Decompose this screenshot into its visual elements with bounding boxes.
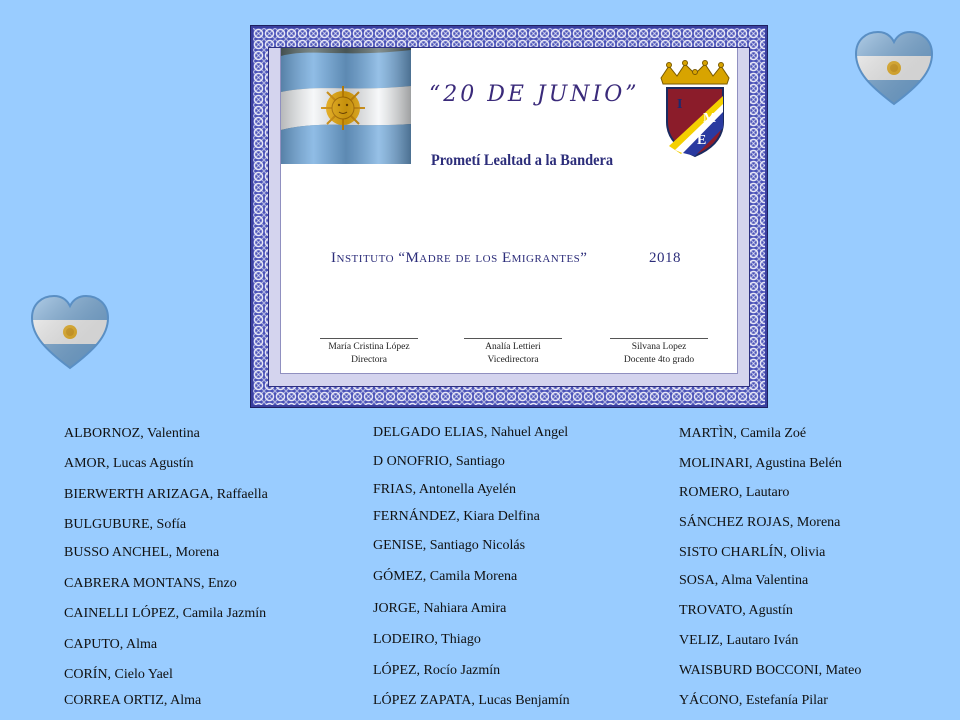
student-name: FERNÁNDEZ, Kiara Delfina (373, 509, 540, 524)
student-name: AMOR, Lucas Agustín (64, 456, 194, 471)
signature-vicedirectora (453, 338, 573, 367)
student-name: BULGUBURE, Sofía (64, 517, 187, 532)
student-name: CABRERA MONTANS, Enzo (64, 576, 237, 591)
student-name: SÁNCHEZ ROJAS, Morena (679, 515, 841, 530)
student-name: JORGE, Nahiara Amira (373, 601, 507, 616)
student-name: MOLINARI, Agustina Belén (679, 456, 842, 471)
student-name: YÁCONO, Estefanía Pilar (679, 693, 828, 708)
argentina-flag-icon (281, 48, 411, 164)
student-name: CORÍN, Cielo Yael (64, 667, 173, 682)
certificate-year: 2018 (649, 250, 681, 266)
student-name: GENISE, Santiago Nicolás (373, 538, 526, 553)
student-name: VELIZ, Lautaro Iván (679, 633, 799, 648)
argentina-heart-icon (852, 28, 936, 108)
signature-name: Silvana Lopez (631, 342, 687, 352)
signature-line (464, 338, 562, 339)
student-name: FRIAS, Antonella Ayelén (373, 482, 516, 497)
institute-name: Instituto “Madre de los Emigrantes” (331, 250, 588, 266)
student-name: SOSA, Alma Valentina (679, 573, 809, 588)
student-name: BIERWERTH ARIZAGA, Raffaella (64, 487, 268, 502)
signature-docente (599, 338, 719, 367)
school-shield-icon (655, 60, 735, 160)
student-name: WAISBURD BOCCONI, Mateo (679, 663, 862, 678)
shield-letter-m: M (703, 111, 717, 126)
certificate-body (280, 48, 738, 374)
student-name: ALBORNOZ, Valentina (64, 426, 200, 441)
student-name: CAINELLI LÓPEZ, Camila Jazmín (64, 606, 267, 621)
student-name: TROVATO, Agustín (679, 603, 793, 618)
shield-letter-i: I (677, 97, 683, 112)
certificate (250, 25, 768, 408)
student-name: GÓMEZ, Camila Morena (373, 569, 518, 584)
student-name: BUSSO ANCHEL, Morena (64, 545, 220, 560)
certificate-mat (268, 47, 750, 387)
student-name: D ONOFRIO, Santiago (373, 454, 505, 469)
student-name: MARTÌN, Camila Zoé (679, 426, 807, 441)
student-name: LÓPEZ ZAPATA, Lucas Benjamín (373, 693, 570, 708)
student-name: LODEIRO, Thiago (373, 632, 481, 647)
certificate-title: “20 DE JUNIO” (429, 82, 640, 107)
signature-line (610, 338, 708, 339)
student-name: SISTO CHARLÍN, Olivia (679, 545, 826, 560)
student-name: LÓPEZ, Rocío Jazmín (373, 663, 501, 678)
student-name: CORREA ORTIZ, Alma (64, 693, 202, 708)
signature-line (320, 338, 418, 339)
student-name: DELGADO ELIAS, Nahuel Angel (373, 425, 569, 440)
signature-directora (309, 338, 429, 367)
student-name: CAPUTO, Alma (64, 637, 158, 652)
shield-letter-e: E (697, 133, 707, 148)
signature-role: Directora (351, 355, 387, 365)
signature-name: Analía Lettieri (485, 342, 541, 352)
argentina-heart-icon (28, 292, 112, 372)
certificate-subtitle: Prometí Lealtad a la Bandera (431, 152, 614, 169)
student-name: ROMERO, Lautaro (679, 485, 790, 500)
signature-name: María Cristina López (328, 342, 410, 352)
signature-role: Vicedirectora (487, 355, 539, 365)
signature-role: Docente 4to grado (623, 355, 695, 365)
